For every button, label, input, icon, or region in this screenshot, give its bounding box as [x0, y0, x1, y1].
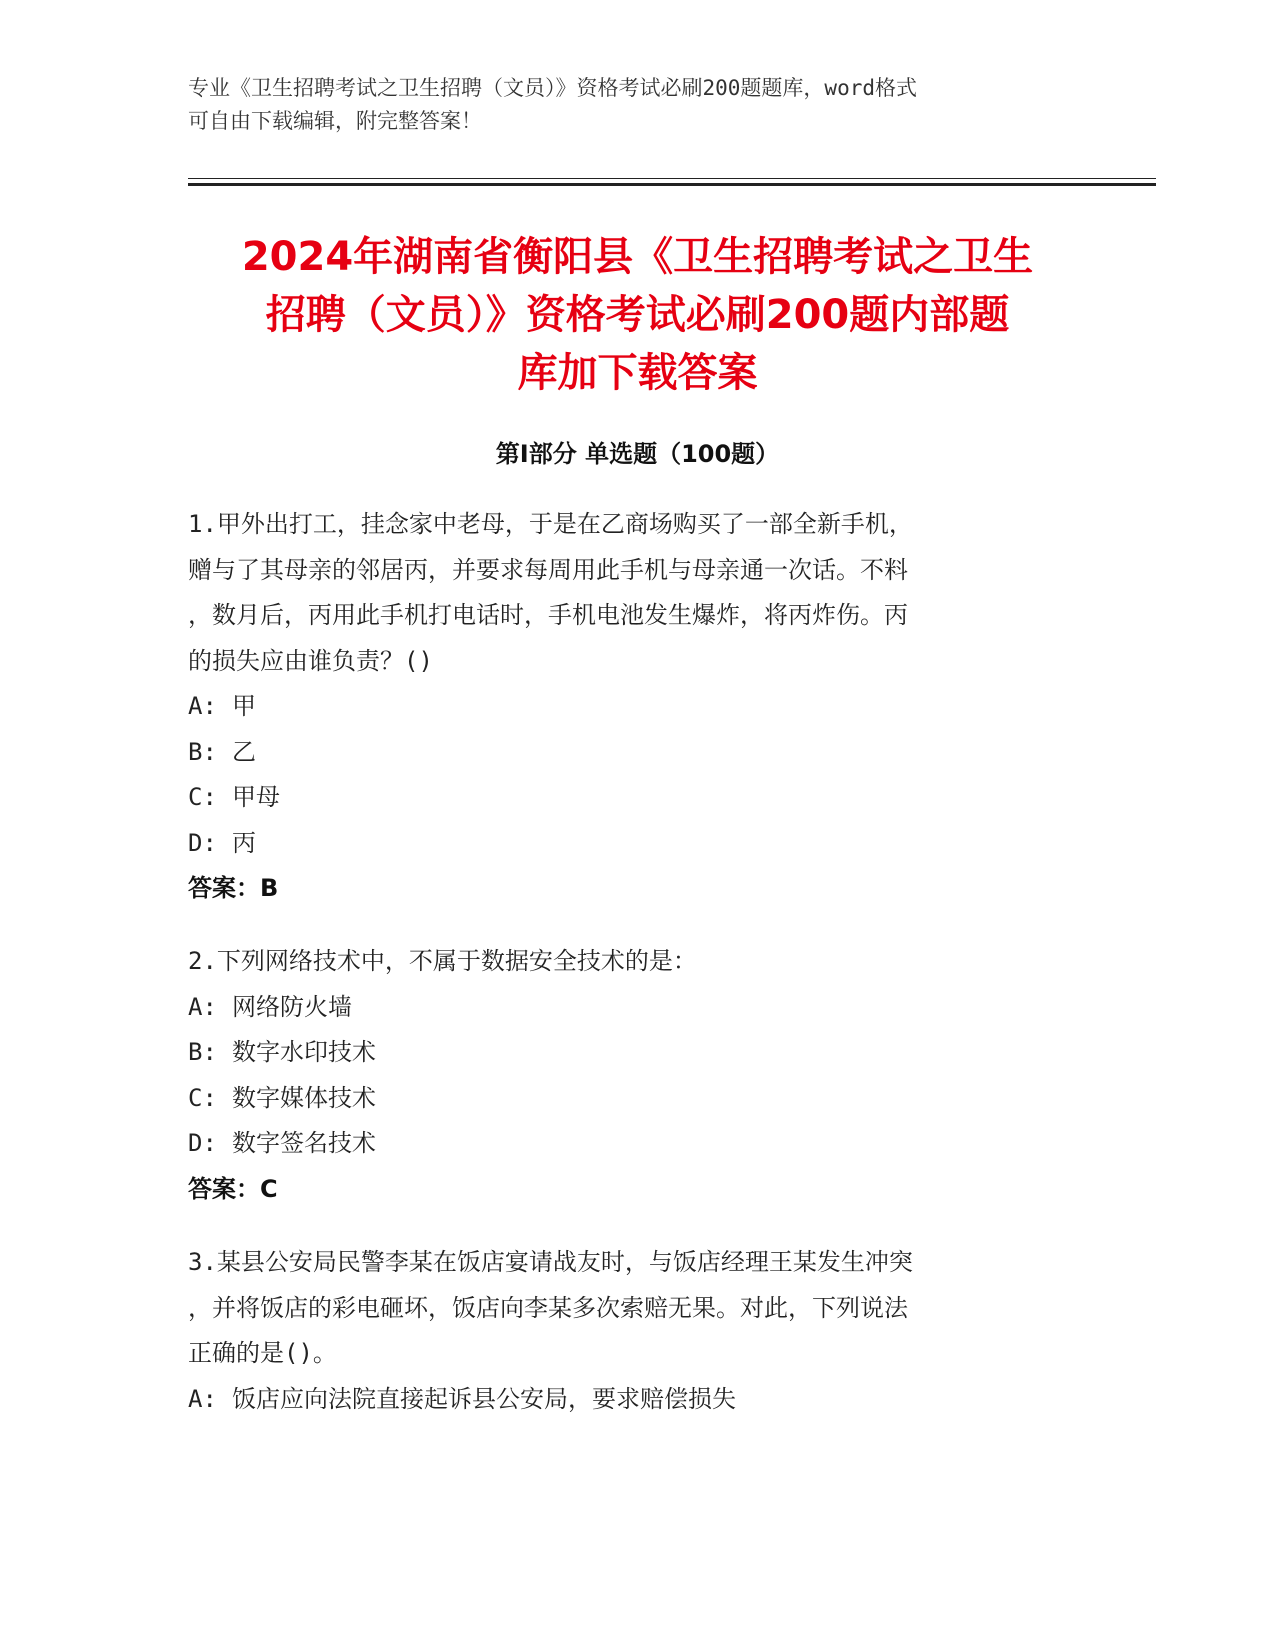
question-text-line: 正确的是()。: [188, 1339, 337, 1367]
option-key: B:: [188, 1038, 217, 1066]
option-text: 甲: [232, 692, 256, 720]
option-key: A:: [188, 692, 217, 720]
option-d: [188, 1121, 1088, 1167]
option-key: A:: [188, 992, 217, 1021]
header-note: [188, 72, 1078, 138]
question-text-line: 2.下列网络技术中，不属于数据安全技术的是：: [188, 947, 697, 975]
document-title: [140, 228, 1135, 402]
section-title: 第Ⅰ部分 单选题（100题）: [495, 440, 780, 468]
option-b: [188, 730, 1088, 776]
option-a: [188, 1377, 1088, 1423]
option-text: 数字水印技术: [232, 1038, 376, 1066]
question-3: [188, 1240, 1088, 1422]
option-key: C:: [188, 1083, 217, 1112]
option-c: [188, 1076, 1088, 1122]
option-a: [188, 684, 1088, 730]
title-line: 2024年湖南省衡阳县《卫生招聘考试之卫生: [241, 234, 1034, 280]
question-text-line: 的损失应由谁负责？(): [188, 646, 433, 675]
option-text: 网络防火墙: [232, 992, 352, 1021]
header-divider-thin: [188, 178, 1156, 179]
header-divider-thick: [188, 183, 1156, 186]
title-line: 招聘（文员）》资格考试必刷200题内部题: [265, 292, 1010, 338]
option-text: 丙: [232, 828, 256, 857]
option-b: [188, 1030, 1088, 1076]
answer: 答案：B: [188, 874, 279, 902]
answer: 答案：C: [188, 1174, 278, 1203]
option-key: D:: [188, 828, 217, 857]
option-key: A:: [188, 1384, 217, 1413]
option-key: C:: [188, 783, 217, 811]
option-key: B:: [188, 737, 217, 766]
question-1: [188, 502, 1088, 912]
question-text-line: 1.甲外出打工，挂念家中老母，于是在乙商场购买了一部全新手机，: [188, 510, 913, 538]
question-text-line: 3.某县公安局民警李某在饭店宴请战友时，与饭店经理王某发生冲突: [188, 1248, 913, 1276]
option-key: D:: [188, 1129, 217, 1157]
header-note-line: 可自由下载编辑，附完整答案！: [188, 109, 482, 133]
option-text: 乙: [232, 737, 256, 766]
question-text-line: ，数月后，丙用此手机打电话时，手机电池发生爆炸，将丙炸伤。丙: [188, 601, 908, 629]
option-c: [188, 775, 1088, 821]
option-text: 数字媒体技术: [232, 1083, 376, 1112]
header-note-line: 专业《卫生招聘考试之卫生招聘（文员）》资格考试必刷200题题库，word格式: [188, 76, 917, 100]
option-text: 甲母: [232, 783, 280, 811]
question-2: [188, 939, 1088, 1212]
option-a: [188, 985, 1088, 1031]
option-text: 数字签名技术: [232, 1129, 376, 1157]
question-text-line: 赠与了其母亲的邻居丙，并要求每周用此手机与母亲通一次话。不料: [188, 555, 908, 584]
option-d: [188, 821, 1088, 867]
option-text: 饭店应向法院直接起诉县公安局，要求赔偿损失: [232, 1384, 736, 1413]
title-line: 库加下载答案: [517, 350, 758, 396]
question-text-line: ，并将饭店的彩电砸坏，饭店向李某多次索赔无果。对此，下列说法: [188, 1293, 908, 1322]
